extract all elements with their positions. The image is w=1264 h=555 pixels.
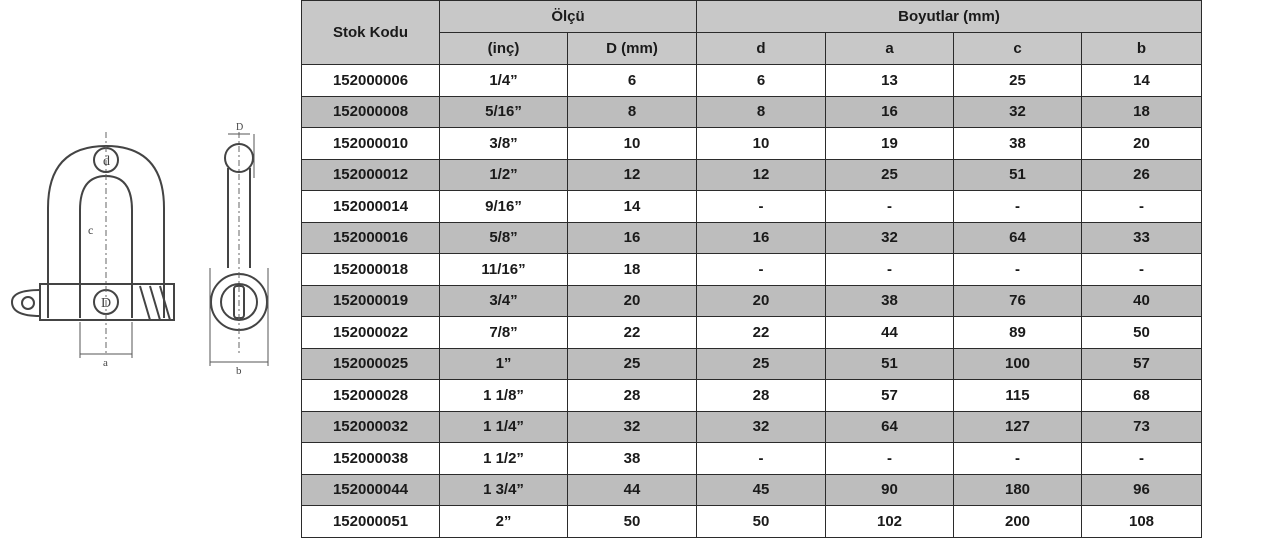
- cell-inch: 1/4”: [440, 65, 568, 97]
- cell-D: 8: [568, 96, 697, 128]
- label-d: d: [103, 154, 110, 169]
- cell-a: 90: [826, 474, 954, 506]
- cell-D: 38: [568, 443, 697, 475]
- cell-d: -: [697, 254, 826, 286]
- cell-inch: 1 1/4”: [440, 411, 568, 443]
- cell-D: 12: [568, 159, 697, 191]
- cell-D: 6: [568, 65, 697, 97]
- cell-D: 10: [568, 128, 697, 160]
- cell-inch: 11/16”: [440, 254, 568, 286]
- cell-c: -: [954, 254, 1082, 286]
- cell-code: 152000019: [302, 285, 440, 317]
- cell-b: -: [1082, 443, 1202, 475]
- cell-D: 32: [568, 411, 697, 443]
- cell-b: 50: [1082, 317, 1202, 349]
- cell-d: 20: [697, 285, 826, 317]
- table-row: [302, 222, 1202, 254]
- cell-b: 73: [1082, 411, 1202, 443]
- cell-d: 6: [697, 65, 826, 97]
- cell-d: 8: [697, 96, 826, 128]
- cell-a: -: [826, 443, 954, 475]
- cell-inch: 9/16”: [440, 191, 568, 223]
- table-row: [302, 254, 1202, 286]
- table-row: [302, 96, 1202, 128]
- table-row: [302, 65, 1202, 97]
- cell-b: 57: [1082, 348, 1202, 380]
- label-side-D: D: [236, 122, 244, 133]
- cell-c: 89: [954, 317, 1082, 349]
- cell-inch: 1/2”: [440, 159, 568, 191]
- cell-c: 76: [954, 285, 1082, 317]
- cell-d: -: [697, 443, 826, 475]
- cell-D: 28: [568, 380, 697, 412]
- table-row: [302, 285, 1202, 317]
- cell-code: 152000051: [302, 506, 440, 538]
- pin-eye-hole: [22, 297, 34, 309]
- cell-b: -: [1082, 254, 1202, 286]
- table-row: [302, 128, 1202, 160]
- cell-a: -: [826, 191, 954, 223]
- cell-d: 45: [697, 474, 826, 506]
- cell-code: 152000006: [302, 65, 440, 97]
- table-row: [302, 411, 1202, 443]
- header-row-1: [302, 1, 1202, 33]
- cell-code: 152000008: [302, 96, 440, 128]
- cell-code: 152000038: [302, 443, 440, 475]
- cell-d: 16: [697, 222, 826, 254]
- cell-d: 22: [697, 317, 826, 349]
- cell-d: 28: [697, 380, 826, 412]
- cell-a: 38: [826, 285, 954, 317]
- cell-b: 18: [1082, 96, 1202, 128]
- cell-D: 16: [568, 222, 697, 254]
- cell-b: 20: [1082, 128, 1202, 160]
- table-row: [302, 317, 1202, 349]
- label-D: D: [101, 296, 112, 311]
- cell-code: 152000022: [302, 317, 440, 349]
- cell-a: 64: [826, 411, 954, 443]
- pin-threads: [140, 286, 170, 320]
- cell-D: 44: [568, 474, 697, 506]
- cell-b: 108: [1082, 506, 1202, 538]
- cell-inch: 7/8”: [440, 317, 568, 349]
- cell-d: 10: [697, 128, 826, 160]
- cell-inch: 3/4”: [440, 285, 568, 317]
- cell-code: 152000016: [302, 222, 440, 254]
- cell-c: 51: [954, 159, 1082, 191]
- header-a: a: [826, 33, 954, 65]
- table-row: [302, 474, 1202, 506]
- cell-b: 68: [1082, 380, 1202, 412]
- cell-a: 13: [826, 65, 954, 97]
- table-row: [302, 380, 1202, 412]
- cell-a: 16: [826, 96, 954, 128]
- cell-a: 25: [826, 159, 954, 191]
- table-row: [302, 348, 1202, 380]
- header-d: d: [697, 33, 826, 65]
- header-D-mm: D (mm): [568, 33, 697, 65]
- cell-inch: 1”: [440, 348, 568, 380]
- cell-inch: 2”: [440, 506, 568, 538]
- header-stock-code: Stok Kodu: [302, 1, 440, 65]
- cell-d: 50: [697, 506, 826, 538]
- cell-a: -: [826, 254, 954, 286]
- cell-b: 96: [1082, 474, 1202, 506]
- cell-a: 57: [826, 380, 954, 412]
- cell-inch: 5/16”: [440, 96, 568, 128]
- cell-D: 20: [568, 285, 697, 317]
- cell-D: 22: [568, 317, 697, 349]
- cell-d: -: [697, 191, 826, 223]
- cell-b: 40: [1082, 285, 1202, 317]
- cell-d: 32: [697, 411, 826, 443]
- cell-D: 25: [568, 348, 697, 380]
- table-body: [302, 65, 1202, 538]
- header-inch: (inç): [440, 33, 568, 65]
- cell-c: -: [954, 191, 1082, 223]
- cell-code: 152000032: [302, 411, 440, 443]
- cell-inch: 1 3/4”: [440, 474, 568, 506]
- cell-code: 152000012: [302, 159, 440, 191]
- cell-c: -: [954, 443, 1082, 475]
- cell-a: 51: [826, 348, 954, 380]
- label-b: b: [236, 365, 242, 377]
- cell-c: 200: [954, 506, 1082, 538]
- header-c: c: [954, 33, 1082, 65]
- cell-a: 102: [826, 506, 954, 538]
- cell-code: 152000044: [302, 474, 440, 506]
- cell-c: 64: [954, 222, 1082, 254]
- cell-b: 14: [1082, 65, 1202, 97]
- header-b: b: [1082, 33, 1202, 65]
- cell-c: 100: [954, 348, 1082, 380]
- cell-D: 18: [568, 254, 697, 286]
- table-row: [302, 191, 1202, 223]
- cell-c: 32: [954, 96, 1082, 128]
- cell-a: 44: [826, 317, 954, 349]
- cell-code: 152000025: [302, 348, 440, 380]
- cell-a: 19: [826, 128, 954, 160]
- cell-D: 50: [568, 506, 697, 538]
- cell-b: 26: [1082, 159, 1202, 191]
- cell-inch: 1 1/2”: [440, 443, 568, 475]
- cell-inch: 1 1/8”: [440, 380, 568, 412]
- cell-d: 12: [697, 159, 826, 191]
- table-row: [302, 506, 1202, 538]
- table-row: [302, 443, 1202, 475]
- label-a: a: [103, 357, 108, 369]
- cell-c: 38: [954, 128, 1082, 160]
- shackle-spec-table: [301, 0, 1202, 538]
- cell-inch: 5/8”: [440, 222, 568, 254]
- shackle-drawing: [0, 118, 280, 378]
- cell-code: 152000014: [302, 191, 440, 223]
- cell-c: 25: [954, 65, 1082, 97]
- header-size: Ölçü: [440, 1, 697, 33]
- cell-code: 152000018: [302, 254, 440, 286]
- shackle-diagram-svg: [0, 118, 280, 378]
- cell-code: 152000010: [302, 128, 440, 160]
- header-dimensions: Boyutlar (mm): [697, 1, 1202, 33]
- cell-a: 32: [826, 222, 954, 254]
- cell-code: 152000028: [302, 380, 440, 412]
- label-c: c: [88, 223, 94, 237]
- cell-inch: 3/8”: [440, 128, 568, 160]
- cell-b: 33: [1082, 222, 1202, 254]
- cell-b: -: [1082, 191, 1202, 223]
- cell-c: 180: [954, 474, 1082, 506]
- cell-c: 115: [954, 380, 1082, 412]
- cell-D: 14: [568, 191, 697, 223]
- table-row: [302, 159, 1202, 191]
- cell-c: 127: [954, 411, 1082, 443]
- pin-eye: [12, 290, 40, 316]
- cell-d: 25: [697, 348, 826, 380]
